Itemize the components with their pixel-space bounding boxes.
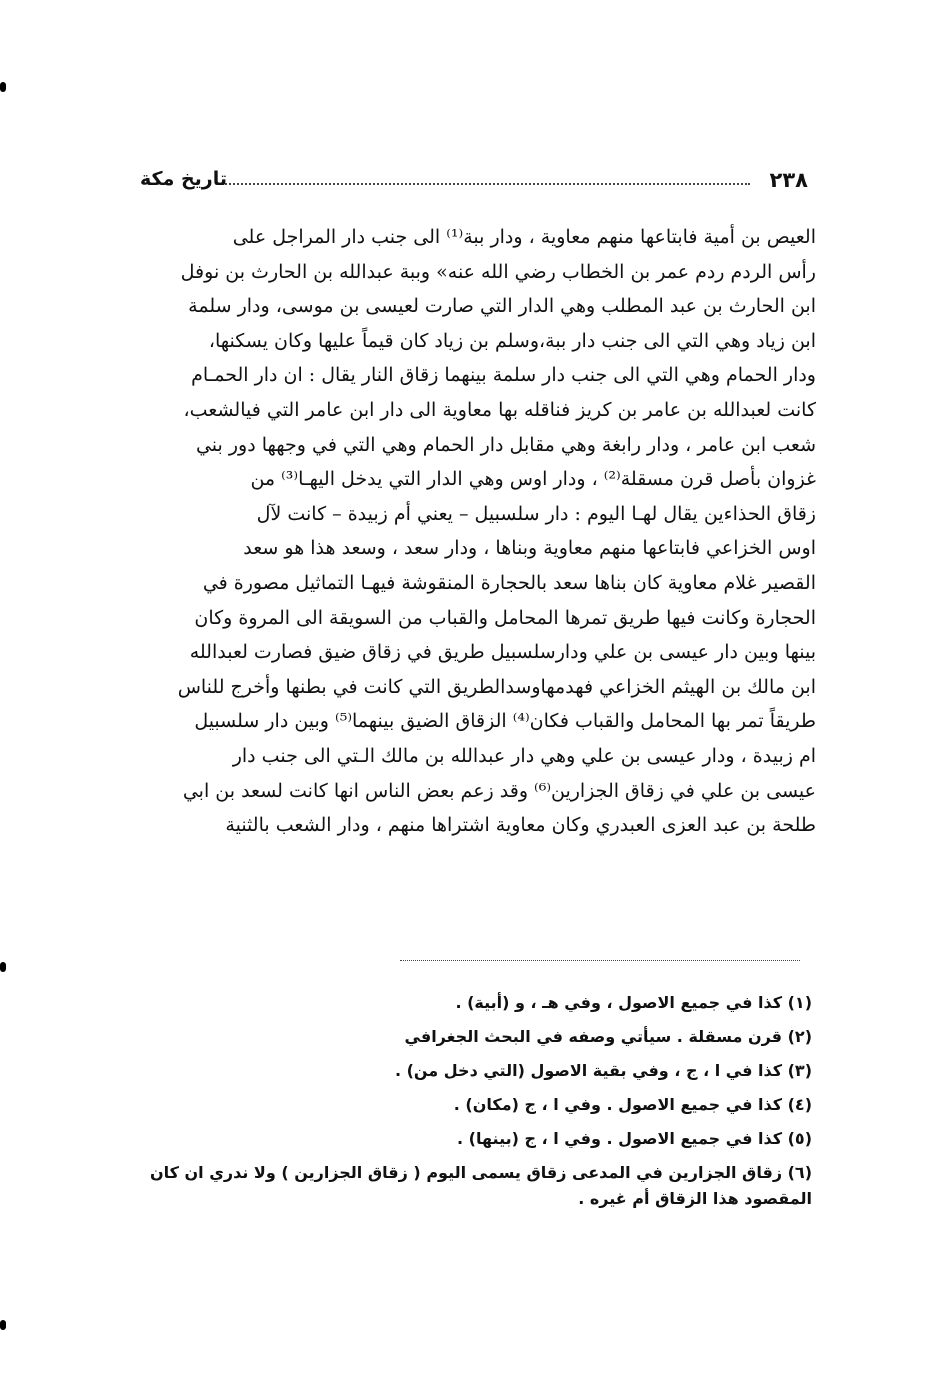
text-line: ودار الحمام وهي التي الى جنب دار سلمة بينهما زقاق النار يقال : ان دار الحمـام bbox=[191, 364, 816, 387]
text-line: غزوان بأصل قرن مسقلة⁽²⁾ ، ودار اوس وهي الدار التي يدخل اليهـا⁽³⁾ من bbox=[250, 468, 816, 491]
text-line: عيسى بن علي في زقاق الجزارين⁽⁶⁾ وقد زعم بعض الناس انها كانت لسعد بن ابي bbox=[182, 779, 816, 802]
text-line: رأس الردم ردم عمر بن الخطاب رضي الله عنه» وببة عبدالله بن الحارث بن نوفل bbox=[180, 260, 816, 283]
text-line: القصير غلام معاوية كان بناها سعد بالحجارة المنقوشة فيهـا التماثيل مصورة في bbox=[202, 571, 816, 594]
scan-edge-mark bbox=[0, 962, 6, 972]
page-header bbox=[140, 168, 808, 198]
text-line: طريقاً تمر بها المحامل والقباب فكان⁽⁴⁾ الزقاق الضيق بينهما⁽⁵⁾ وبين دار سلسبيل bbox=[194, 710, 816, 733]
footnote-separator bbox=[400, 960, 800, 961]
footnotes bbox=[148, 986, 812, 1212]
text-line: طلحة بن عبد العزى العبدري وكان معاوية اشتراها منهم ، ودار الشعب بالثنية bbox=[225, 814, 816, 837]
text-line: الحجارة وكانت فيها طريق تمرها المحامل والقباب من السويقة الى المروة وكان bbox=[194, 606, 816, 629]
main-text bbox=[136, 220, 816, 843]
header-dotted-rule bbox=[222, 183, 750, 185]
text-line: زقاق الحذاءين يقال لهـا اليوم : دار سلسبيل – يعني أم زبيدة – كانت لآل bbox=[256, 502, 816, 525]
text-line: ام زبيدة ، ودار عيسى بن علي وهي دار عبدالله بن مالك الـتي الى جنب دار bbox=[232, 744, 816, 767]
footnote-5: (٥) كذا في جميع الاصول . وفي ا ، ج (بينها) . bbox=[457, 1129, 812, 1148]
footnote-4: (٤) كذا في جميع الاصول . وفي ا ، ج (مكان) . bbox=[453, 1095, 812, 1114]
footnote-2: (٢) قرن مسقلة . سيأتي وصفه في البحث الجغرافي bbox=[404, 1027, 812, 1046]
scan-edge-mark bbox=[0, 82, 6, 92]
text-line: العيص بن أمية فابتاعها منهم معاوية ، ودار ببة⁽¹⁾ الى جنب دار المراجل على bbox=[232, 226, 816, 248]
running-title: تاريخ مكة bbox=[140, 168, 227, 190]
footnote-6: (٦) زقاق الجزارين في المدعى زقاق يسمى اليوم ( زقاق الجزارين ) ولا ندري ان كان المقصود هذا الزقاق أم غيره . bbox=[149, 1163, 812, 1208]
text-line: كانت لعبدالله بن عامر بن كريز فناقله بها معاوية الى دار ابن عامر التي فيالشعب، bbox=[183, 398, 816, 421]
text-line: شعب ابن عامر ، ودار رابغة وهي مقابل دار الحمام وهي التي في وجهها دور بني bbox=[195, 433, 816, 456]
text-line: ابن زياد وهي التي الى جنب دار ببة،وسلم بن زياد كان قيماً عليها وكان يسكنها، bbox=[208, 329, 816, 352]
footnote-1: (١) كذا في جميع الاصول ، وفي هـ ، و (أبية) . bbox=[455, 993, 812, 1012]
page-number: ٢٣٨ bbox=[769, 168, 808, 192]
footnote-3: (٣) كذا في ا ، ج ، وفي بقية الاصول (التي دخل من) . bbox=[394, 1061, 812, 1080]
text-line: ابن مالك بن الهيثم الخزاعي فهدمهاوسدالطريق التي كانت في بطنها وأخرج للناس bbox=[177, 675, 816, 698]
text-line: بينها وبين دار عيسى بن علي ودارسلسبيل طريق في زقاق ضيق فصارت لعبدالله bbox=[189, 641, 816, 664]
text-line: اوس الخزاعي فابتاعها منهم معاوية وبناها ، ودار سعد ، وسعد هذا هو سعد bbox=[243, 537, 816, 560]
text-line: ابن الحارث بن عبد المطلب وهي الدار التي صارت لعيسى بن موسى، ودار سلمة bbox=[188, 295, 816, 318]
scan-edge-mark bbox=[0, 1320, 6, 1330]
